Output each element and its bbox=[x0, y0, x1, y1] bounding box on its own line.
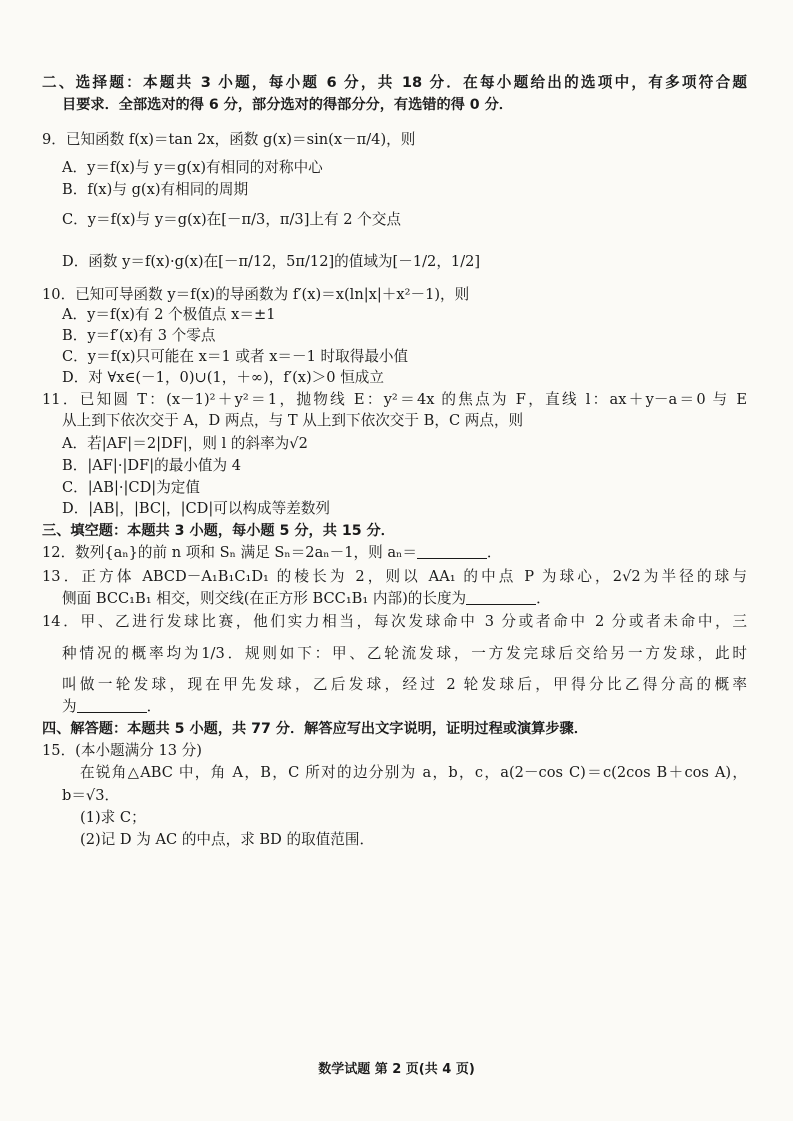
q14-line2: 种情况的概率均为1/3．规则如下：甲、乙轮流发球，一方发完球后交给另一方发球，此时 bbox=[62, 645, 747, 662]
q13-line2 bbox=[62, 589, 551, 609]
q10-stem: 10．已知可导函数 y＝f(x)的导函数为 f′(x)＝x(ln|x|＋x²－1)，则 bbox=[42, 286, 470, 303]
q15-part2: (2)记 D 为 AC 的中点，求 BD 的取值范围． bbox=[80, 831, 375, 848]
q13-stem: 侧面 BCC₁B₁ 相交，则交线(在正方形 BCC₁B₁ 内部)的长度为 bbox=[62, 590, 467, 607]
q14-period: ． bbox=[146, 698, 162, 715]
q10-option-a: A．y＝f(x)有 2 个极值点 x＝±1 bbox=[62, 306, 276, 323]
q14-answer-blank[interactable] bbox=[77, 698, 147, 713]
q11-option-b: B．|AF|·|DF|的最小值为 4 bbox=[62, 457, 242, 474]
q13-period: ． bbox=[536, 590, 551, 607]
q11-stem-line2: 从上到下依次交于 A，D 两点，与 T 从上到下依次交于 B，C 两点，则 bbox=[62, 412, 524, 429]
q14-stem: 为 bbox=[62, 698, 77, 715]
q9-stem: 9．已知函数 f(x)＝tan 2x，函数 g(x)＝sin(x－π/4)，则 bbox=[42, 131, 416, 148]
q9-option-b: B．f(x)与 g(x)有相同的周期 bbox=[62, 181, 249, 198]
q12-text bbox=[42, 543, 502, 563]
q15-part1: (1)求 C； bbox=[80, 809, 146, 826]
page-footer: 数学试题 第 2 页(共 4 页) bbox=[318, 1062, 475, 1077]
q13-line1: 13．正方体 ABCD－A₁B₁C₁D₁ 的棱长为 2，则以 AA₁ 的中点 P 为球心，2√2为半径的球与 bbox=[42, 568, 747, 585]
q10-option-c: C．y＝f(x)只可能在 x＝1 或者 x＝－1 时取得最小值 bbox=[62, 348, 409, 365]
q11-stem-line1: 11．已知圆 T：(x－1)²＋y²＝1，抛物线 E：y²＝4x 的焦点为 F，直线 l：ax＋y－a＝0 与 E bbox=[42, 391, 747, 408]
q15-line1: 在锐角△ABC 中，角 A，B，C 所对的边分别为 a，b，c，a(2－cos C)＝c(2cos B＋cos A)， bbox=[80, 764, 747, 781]
q10-option-d: D．对 ∀x∈(－1，0)∪(1，＋∞)，f′(x)＞0 恒成立 bbox=[62, 369, 384, 386]
q14-line3: 叫做一轮发球，现在甲先发球，乙后发球，经过 2 轮发球后，甲得分比乙得分高的概率 bbox=[62, 676, 747, 693]
q9-option-a: A．y＝f(x)与 y＝g(x)有相同的对称中心 bbox=[62, 159, 323, 176]
q12-period: ． bbox=[486, 544, 502, 561]
q9-option-d: D．函数 y＝f(x)·g(x)在[－π/12，5π/12]的值域为[－1/2，1/2] bbox=[62, 253, 481, 270]
section4-heading: 四、解答题：本题共 5 小题，共 77 分．解答应写出文字说明，证明过程或演算步骤． bbox=[42, 721, 588, 737]
q15-line2: b＝√3． bbox=[62, 787, 120, 804]
q10-option-b: B．y＝f′(x)有 3 个零点 bbox=[62, 327, 216, 344]
q9-option-c: C．y＝f(x)与 y＝g(x)在[－π/3，π/3]上有 2 个交点 bbox=[62, 211, 401, 228]
q11-option-c: C．|AB|·|CD|为定值 bbox=[62, 479, 200, 496]
section2-heading-line2: 目要求．全部选对的得 6 分，部分选对的得部分分，有选错的得 0 分． bbox=[62, 97, 513, 113]
q11-option-a: A．若|AF|＝2|DF|，则 l 的斜率为√2 bbox=[62, 435, 308, 452]
section2-heading-line1: 二、选择题：本题共 3 小题，每小题 6 分，共 18 分．在每小题给出的选项中，有多项符合题 bbox=[42, 74, 747, 91]
section3-heading: 三、填空题：本题共 3 小题，每小题 5 分，共 15 分． bbox=[42, 523, 395, 539]
q14-line1: 14．甲、乙进行发球比赛，他们实力相当，每次发球命中 3 分或者命中 2 分或者未命中，三 bbox=[42, 613, 747, 630]
q11-option-d: D．|AB|，|BC|，|CD|可以构成等差数列 bbox=[62, 500, 331, 517]
q12-answer-blank[interactable] bbox=[417, 544, 487, 559]
q12-stem: 12．数列{aₙ}的前 n 项和 Sₙ 满足 Sₙ＝2aₙ－1，则 aₙ＝ bbox=[42, 544, 417, 561]
q15-heading: 15．(本小题满分 13 分) bbox=[42, 742, 202, 759]
q14-line4 bbox=[62, 697, 161, 717]
q13-answer-blank[interactable] bbox=[466, 590, 536, 605]
